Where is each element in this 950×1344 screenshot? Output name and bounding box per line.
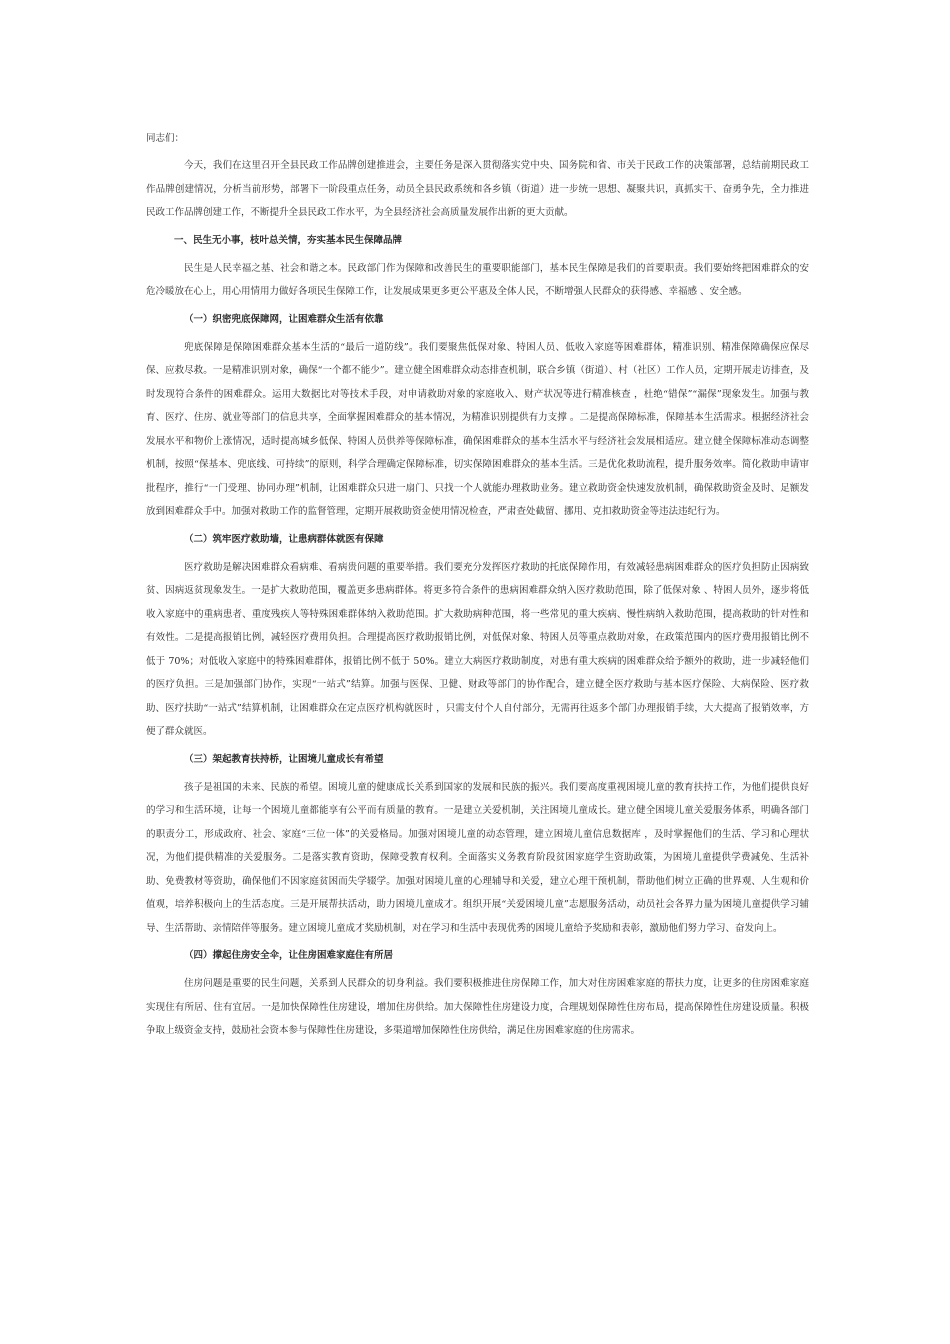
subsection-2-heading: （二）筑牢医疗救助墙，让患病群体就医有保障 [184,533,384,545]
subsection-2-paragraph: 医疗救助是解决困难群众看病难、看病贵问题的重要举措。我们要充分发挥医疗救助的托底保障作用，有效减轻患病困难群众的医疗负担防止因病致贫、因病返贫现象发生。一是扩大救助范围，覆盖更多患病群体。将更多符合条件的患病困难群众纳入医疗救助范围，除了低保对象 、特困人员外，逐步将低收入家庭中的重病患者、重度残疾人等特殊困难群体纳入救助范围。扩大救助病种范围，将一些常见的重大疾病、慢性病纳入救助范围，提高救助的针对性和有效性。二是提高报销比例，减轻医疗费用负担。合理提高医疗救助报销比例，对低保对象、特困人员等重点救助对象，在政策范围内的医疗费用报销比例不低于 70%；对低收入家庭中的特殊困难群体，报销比例不低于 50%。建立大病医疗救助制度，对患有重大疾病的困难群众给予额外的救助，进一步减轻他们的医疗负担。三是加强部门协作，实现“一站式”结算。加强与医保、卫健、财政等部门的协作配合，建立健全医疗救助与基本医疗保险、大病保险、医疗救助、医疗扶助“一站式”结算机制，让困难群众在定点医疗机构就医时 ，只需支付个人自付部分，无需再往返多个部门办理报销手续，大大提高了报销效率，方便了群众就医。 [146,561,809,737]
intro-paragraph: 今天，我们在这里召开全县民政工作品牌创建推进会，主要任务是深入贯彻落实党中央、国务院和省、市关于民政工作的决策部署，总结前期民政工作品牌创建情况，分析当前形势，部署下一阶段重点任务，动员全县民政系统和各乡镇（街道）进一步统一思想、凝聚共识，真抓实干、奋勇争先，全力推进民政工作品牌创建工作，不断提升全县民政工作水平，为全县经济社会高质量发展作出新的更大贡献。 [146,160,809,218]
subsection-3-heading: （三）架起教育扶持桥，让困境儿童成长有希望 [184,753,384,765]
section-1-heading: 一、民生无小事，枝叶总关情，夯实基本民生保障品牌 [174,234,403,246]
subsection-4-heading: （四）撑起住房安全伞，让住房困难家庭住有所居 [184,950,394,961]
subsection-1-heading: （一）织密兜底保障网，让困难群众生活有依靠 [184,313,384,325]
section-1-intro-paragraph: 民生是人民幸福之基、社会和谐之本。民政部门作为保障和改善民生的重要职能部门，基本民生保障是我们的首要职责。我们要始终把困难群众的安危冷暖放在心上，用心用情用力做好各项民生保障工作，让发展成果更多更公平惠及全体人民，不断增强人民群众的获得感、幸福感 、安全感。 [146,262,809,297]
subsection-4-paragraph: 住房问题是重要的民生问题，关系到人民群众的切身利益。我们要积极推进住房保障工作，加大对住房困难家庭的帮扶力度，让更多的住房困难家庭实现住有所居、住有宜居。一是加快保障性住房建设，增加住房供给。加大保障性住房建设力度，合理规划保障性住房布局，提高保障性住房建设质量。积极争取上级资金支持，鼓励社会资本参与保障性住房建设，多渠道增加保障性住房供给，满足住房困难家庭的住房需求。 [146,978,809,1036]
document-body [146,128,809,1048]
subsection-1-paragraph: 兜底保障是保障困难群众基本生活的“最后一道防线”。我们要聚焦低保对象、特困人员、低收入家庭等困难群体，精准识别、精准保障确保应保尽保、应救尽救。一是精准识别对象，确保“一个都不能少”。建立健全困难群众动态排查机制，联合乡镇（街道）、村（社区）工作人员，定期开展走访排查，及时发现符合条件的困难群众。运用大数据比对等技术手段，对申请救助对象的家庭收入、财产状况等进行精准核查 ，杜绝“错保”“漏保”现象发生。加强与教育、医疗、住房、就业等部门的信息共享，全面掌握困难群众的基本情况，为精准识别提供有力支撑 。二是提高保障标准，保障基本生活需求。根据经济社会发展水平和物价上涨情况，适时提高城乡低保、特困人员供养等保障标准，确保困难群众的基本生活水平与经济社会发展相适应。建立健全保障标准动态调整机制，按照“保基本、兜底线、可持续”的原则，科学合理确定保障标准，切实保障困难群众的基本生活。三是优化救助流程，提升服务效率。简化救助申请审批程序，推行“一门受理、协同办理”机制，让困难群众只进一扇门、只找一个人就能办理救助业务。建立救助资金快速发放机制，确保救助资金及时、足额发放到困难群众手中。加强对救助工作的监督管理，定期开展救助资金使用情况检查，严肃查处截留、挪用、克扣救助资金等违法违纪行为。 [146,341,809,517]
salutation: 同志们： [146,133,185,144]
subsection-3-paragraph: 孩子是祖国的未来、民族的希望。困境儿童的健康成长关系到国家的发展和民族的振兴。我们要高度重视困境儿童的教育扶持工作，为他们提供良好的学习和生活环境，让每一个困境儿童都能享有公平而有质量的教育。一是建立关爱机制，关注困境儿童成长。建立健全困境儿童关爱服务体系，明确各部门的职责分工，形成政府、社会、家庭“三位一体”的关爱格局。加强对困境儿童的动态管理，建立困境儿童信息数据库 ，及时掌握他们的生活、学习和心理状况，为他们提供精准的关爱服务。二是落实教育资助，保障受教育权利。全面落实义务教育阶段贫困家庭学生资助政策，为困境儿童提供学费减免、生活补助、免费教材等资助，确保他们不因家庭贫困而失学辍学。加强对困境儿童的心理辅导和关爱，建立心理干预机制，帮助他们树立正确的世界观、人生观和价值观，培养积极向上的生活态度。三是开展帮扶活动，助力困境儿童成才。组织开展“关爱困境儿童”志愿服务活动，动员社会各界力量为困境儿童提供学习辅导、生活帮助、亲情陪伴等服务。建立困境儿童成才奖励机制，对在学习和生活中表现优秀的困境儿童给予奖励和表彰，激励他们努力学习、奋发向上。 [146,781,809,934]
